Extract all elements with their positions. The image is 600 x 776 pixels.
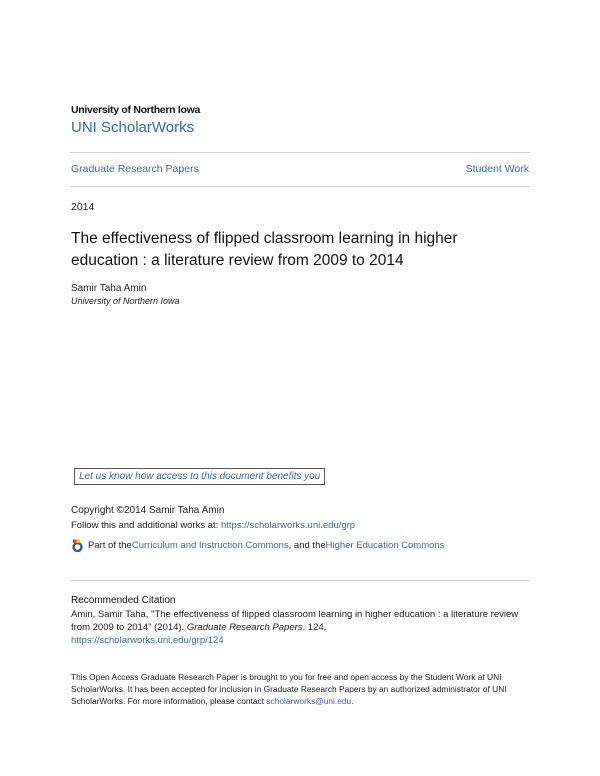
access-notice-end: . (351, 696, 354, 706)
publication-year: 2014 (71, 201, 95, 213)
contact-email-link[interactable]: scholarworks@uni.edu (266, 696, 352, 706)
author-name: Samir Taha Amin (71, 283, 147, 294)
copyright-notice: Copyright ©2014 Samir Taha Amin (71, 505, 225, 516)
graduate-research-papers-link[interactable]: Graduate Research Papers (71, 163, 199, 175)
citation-text: Amin, Samir Taha, "The effectiveness of flipped classroom learning in higher education : a literature review from 2009 to 2014" (2014). (71, 609, 519, 633)
bepress-commons-icon (71, 539, 84, 552)
citation-body (71, 608, 531, 647)
part-of-middle: , and the (288, 540, 326, 551)
curriculum-instruction-commons-link[interactable]: Curriculum and Instruction Commons (131, 540, 289, 551)
part-of-line (71, 539, 444, 552)
access-notice (71, 671, 533, 707)
citation-heading: Recommended Citation (71, 595, 176, 606)
paper-title: The effectiveness of flipped classroom learning in higher education : a literature review from 2009 to 2014 (71, 230, 458, 269)
student-work-link[interactable]: Student Work (465, 163, 529, 175)
part-of-prefix: Part of the (88, 540, 132, 551)
divider (70, 580, 530, 581)
higher-education-commons-link[interactable]: Higher Education Commons (325, 540, 445, 551)
citation-url-link[interactable]: https://scholarworks.uni.edu/grp/124 (71, 635, 224, 646)
follow-link[interactable]: https://scholarworks.uni.edu/grp (220, 520, 356, 531)
institution-name: University of Northern Iowa (71, 104, 201, 116)
follow-line (71, 520, 355, 531)
divider (70, 186, 530, 187)
citation-number: . 124. (302, 622, 327, 633)
access-notice-text: This Open Access Graduate Research Paper is brought to you for free and open access by the Student Work at UNI ScholarWorks. It has been accepted for inclusion in Graduate Research Papers by an authorized administrator of UNI ScholarWorks. For more information, please contact (71, 672, 507, 706)
citation-series: Graduate Research Papers (186, 622, 303, 633)
repository-link[interactable]: UNI ScholarWorks (71, 119, 195, 136)
follow-prefix: Follow this and additional works at: (71, 520, 221, 531)
divider (70, 152, 530, 153)
feedback-link[interactable]: Let us know how access to this document benefits you (74, 468, 325, 485)
author-affiliation: University of Northern Iowa (71, 296, 180, 306)
